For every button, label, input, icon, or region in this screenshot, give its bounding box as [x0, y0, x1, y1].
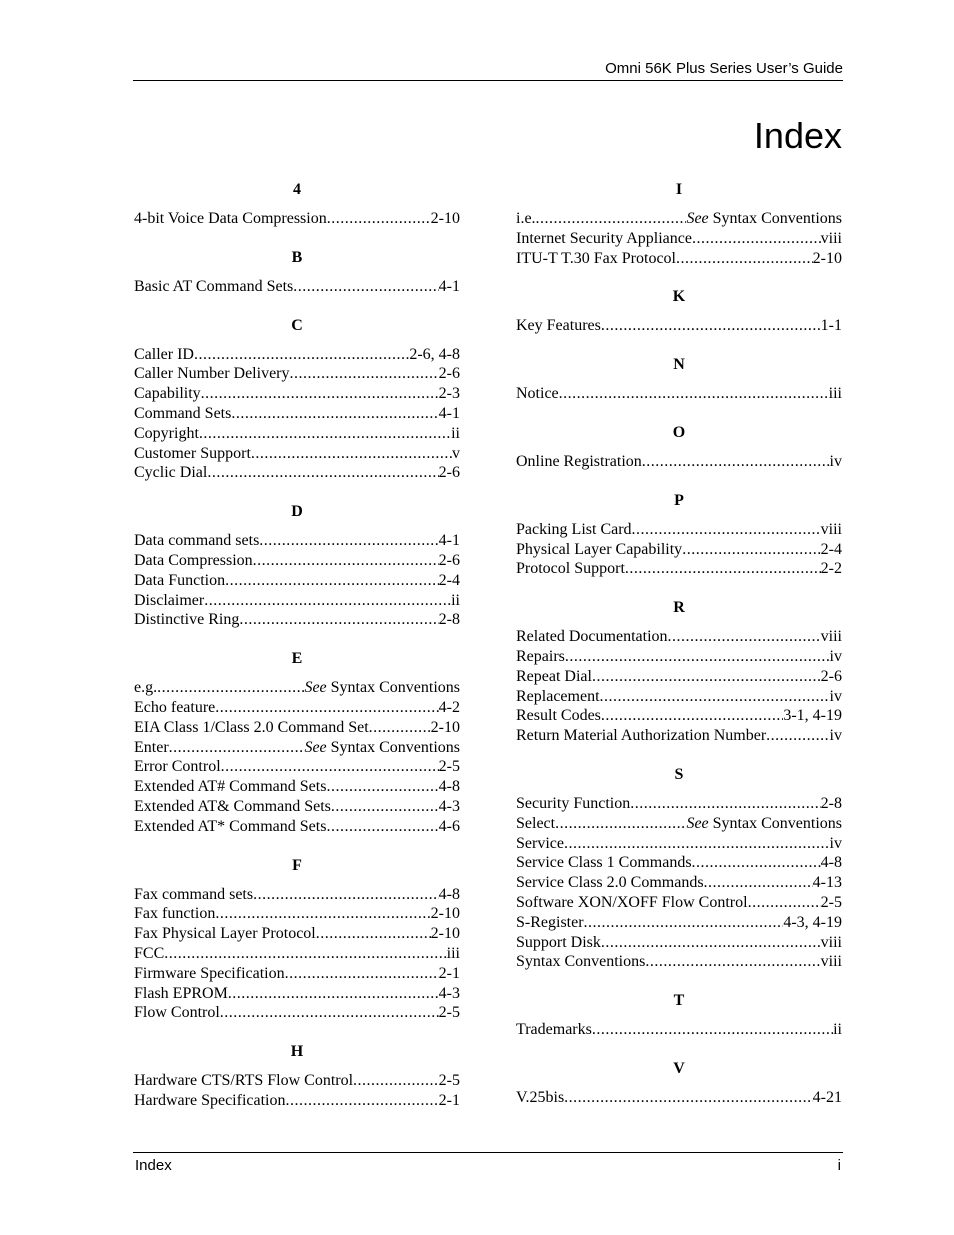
index-page-number: 2-6 — [438, 551, 460, 569]
dot-leader — [259, 531, 438, 551]
index-entry — [134, 1071, 460, 1091]
index-entry — [516, 893, 842, 913]
index-entry — [134, 277, 460, 297]
index-entry — [134, 404, 460, 424]
index-section — [516, 991, 842, 1040]
index-page-number: 2-3 — [438, 385, 460, 403]
dot-leader — [253, 885, 439, 905]
index-term: Select — [516, 814, 556, 832]
index-term: Extended AT* Command Sets — [134, 817, 327, 835]
index-entry — [134, 345, 460, 365]
dot-leader — [601, 316, 821, 336]
index-term: Physical Layer Capability — [516, 540, 683, 558]
index-letter-heading: K — [672, 288, 686, 306]
dot-leader — [207, 463, 438, 483]
index-entry — [516, 520, 842, 540]
index-letter-heading: C — [291, 316, 303, 334]
index-entry — [134, 738, 460, 758]
index-entry — [516, 834, 842, 854]
dot-leader — [199, 424, 451, 444]
dot-leader — [592, 1020, 833, 1040]
index-term: Firmware Specification — [134, 964, 285, 982]
dot-leader — [632, 520, 821, 540]
index-page-number: v — [452, 444, 460, 462]
guide-title: Omni 56K Plus Series User’s Guide — [605, 60, 843, 77]
dot-leader — [164, 944, 446, 964]
index-entry — [516, 667, 842, 687]
index-entry — [516, 627, 842, 647]
index-entry — [134, 551, 460, 571]
index-page-number: iv — [829, 727, 842, 745]
index-term: Extended AT# Command Sets — [134, 778, 327, 796]
index-page-number: 1-1 — [820, 317, 842, 335]
index-page-number: 2-1 — [438, 964, 460, 982]
index-letter-heading: S — [674, 765, 684, 783]
index-term: Repeat Dial — [516, 667, 592, 685]
dot-leader — [251, 444, 452, 464]
dot-leader — [285, 964, 439, 984]
index-term: EIA Class 1/Class 2.0 Command Set — [134, 718, 369, 736]
footer-section-name: Index — [135, 1157, 172, 1174]
dot-leader — [201, 384, 439, 404]
index-letter-heading: H — [290, 1043, 304, 1061]
index-entry — [516, 687, 842, 707]
index-section — [516, 491, 842, 579]
index-page-number: viii — [820, 229, 842, 247]
dot-leader — [601, 706, 783, 726]
index-page-number: 4-13 — [812, 874, 842, 892]
index-section — [516, 423, 842, 472]
index-term: Echo feature — [134, 698, 216, 716]
index-page-number: 2-1 — [438, 1091, 460, 1109]
index-term: Hardware Specification — [134, 1091, 286, 1109]
index-term: Service Class 1 Commands — [516, 854, 692, 872]
dot-leader — [157, 678, 304, 698]
index-entry — [134, 384, 460, 404]
index-entry — [134, 531, 460, 551]
index-term: Trademarks — [516, 1021, 592, 1039]
index-entry — [134, 1091, 460, 1111]
index-entry — [516, 647, 842, 667]
index-section — [134, 502, 460, 630]
dot-leader — [316, 924, 431, 944]
index-section — [134, 1042, 460, 1111]
index-page-number: 4-2 — [438, 698, 460, 716]
index-letter-heading: V — [673, 1059, 685, 1077]
index-entry — [516, 794, 842, 814]
index-letter-heading: F — [292, 856, 302, 874]
index-term: Caller ID — [134, 345, 194, 363]
index-page-number: 2-4 — [820, 540, 842, 558]
index-term: Result Codes — [516, 707, 601, 725]
dot-leader — [215, 698, 438, 718]
index-entry — [516, 1020, 842, 1040]
dot-leader — [290, 364, 439, 384]
index-letter-heading: N — [673, 356, 685, 374]
see-word: See — [686, 210, 709, 227]
index-term: ITU-T T.30 Fax Protocol — [516, 249, 676, 267]
index-entry — [134, 964, 460, 984]
dot-leader — [692, 229, 821, 249]
index-entry — [134, 209, 460, 229]
index-letter-heading: O — [672, 423, 686, 441]
index-term: FCC — [134, 944, 165, 962]
index-page-number: 2-5 — [438, 1072, 460, 1090]
index-section — [134, 316, 460, 484]
page-footer — [133, 1152, 843, 1176]
index-term: Basic AT Command Sets — [134, 277, 294, 295]
index-section — [516, 598, 842, 746]
index-section — [516, 287, 842, 336]
index-entry — [134, 610, 460, 630]
index-term: Fax command sets — [134, 885, 254, 903]
dot-leader — [327, 209, 431, 229]
index-entry — [134, 817, 460, 837]
index-page-number: ii — [451, 591, 460, 609]
index-term: Command Sets — [134, 404, 232, 422]
index-page-number: 2-8 — [820, 794, 842, 812]
index-term: Error Control — [134, 758, 221, 776]
index-letter-heading: E — [291, 650, 303, 668]
index-entry — [134, 718, 460, 738]
index-term: Notice — [516, 385, 559, 403]
index-page-number: 4-1 — [438, 532, 460, 550]
index-entry — [516, 873, 842, 893]
index-term: Security Function — [516, 794, 631, 812]
index-entry — [134, 885, 460, 905]
index-entry — [134, 463, 460, 483]
index-term: Service Class 2.0 Commands — [516, 874, 704, 892]
index-see-reference — [686, 209, 842, 229]
dot-leader — [194, 345, 409, 365]
dot-leader — [642, 452, 830, 472]
index-page-number: 4-6 — [438, 817, 460, 835]
dot-leader — [766, 726, 829, 746]
dot-leader — [630, 794, 820, 814]
index-term: Extended AT& Command Sets — [134, 797, 331, 815]
index-term: Internet Security Appliance — [516, 229, 692, 247]
index-section — [516, 765, 842, 972]
dot-leader — [704, 873, 813, 893]
index-page-number: 2-10 — [430, 210, 460, 227]
index-page-number: 4-8 — [820, 854, 842, 872]
index-entry — [134, 364, 460, 384]
index-entry — [134, 777, 460, 797]
index-term: Copyright — [134, 424, 199, 442]
index-term: Repairs — [516, 647, 565, 665]
index-entry — [516, 249, 842, 269]
dot-leader — [748, 893, 821, 913]
index-page-number: iii — [446, 944, 460, 962]
index-entry — [134, 757, 460, 777]
index-entry — [134, 698, 460, 718]
index-term: Data Compression — [134, 551, 253, 569]
index-page-number: 2-6, 4-8 — [409, 345, 460, 363]
dot-leader — [600, 687, 830, 707]
index-letter-heading: T — [673, 992, 685, 1010]
index-term: S-Register — [516, 913, 584, 931]
index-letter-heading: B — [291, 248, 303, 266]
index-entry — [134, 678, 460, 698]
index-entry — [516, 209, 842, 229]
index-term: Customer Support — [134, 444, 251, 462]
index-page-number: 4-3, 4-19 — [783, 913, 842, 931]
index-entry — [516, 952, 842, 972]
index-term: Cyclic Dial — [134, 464, 208, 482]
index-section — [516, 1059, 842, 1108]
index-entry — [134, 984, 460, 1004]
dot-leader — [331, 797, 439, 817]
index-page-number: 2-6 — [438, 464, 460, 482]
index-entry — [134, 444, 460, 464]
see-target: Syntax Conventions — [330, 679, 460, 697]
index-section — [134, 856, 460, 1024]
dot-leader — [169, 738, 305, 758]
dot-leader — [239, 610, 438, 630]
index-term: Fax Physical Layer Protocol — [134, 925, 316, 943]
dot-leader — [253, 551, 439, 571]
see-target: Syntax Conventions — [712, 210, 842, 227]
index-letter-heading: 4 — [293, 181, 301, 198]
dot-leader — [676, 249, 813, 269]
dot-leader — [215, 904, 430, 924]
index-page-number: iv — [829, 687, 842, 705]
index-page-number: 4-1 — [438, 277, 460, 295]
index-term: Protocol Support — [516, 560, 625, 578]
index-term: Fax function — [134, 905, 216, 923]
index-term: Data Function — [134, 571, 226, 589]
dot-leader — [601, 933, 821, 953]
index-term: Flow Control — [134, 1004, 220, 1022]
index-term: Capability — [134, 385, 201, 403]
index-entry — [516, 559, 842, 579]
index-entry — [134, 424, 460, 444]
index-term: Enter — [134, 738, 169, 756]
index-see-reference — [304, 738, 460, 758]
dot-leader — [221, 757, 439, 777]
index-page-number: 2-2 — [820, 560, 842, 578]
index-page-number: 2-6 — [438, 365, 460, 383]
dot-leader — [564, 1088, 813, 1108]
index-entry — [134, 1003, 460, 1023]
index-section — [134, 180, 460, 229]
index-column-left — [134, 180, 460, 1130]
index-column-right — [516, 180, 842, 1127]
dot-leader — [231, 404, 438, 424]
index-page-number: ii — [451, 424, 460, 442]
index-page-number: 4-1 — [438, 404, 460, 422]
dot-leader — [555, 814, 686, 834]
index-page-number: iv — [829, 452, 842, 470]
index-page-number: 2-10 — [430, 905, 460, 923]
footer-page-number: i — [837, 1157, 841, 1174]
index-term: Distinctive Ring — [134, 611, 240, 629]
dot-leader — [326, 817, 438, 837]
see-target: Syntax Conventions — [712, 814, 842, 832]
dot-leader — [645, 952, 820, 972]
dot-leader — [668, 627, 821, 647]
index-page-number: 4-21 — [812, 1088, 842, 1106]
dot-leader — [564, 834, 830, 854]
index-term: Service — [516, 834, 564, 852]
index-entry — [516, 316, 842, 336]
index-page-number: iii — [828, 385, 842, 403]
index-term: Replacement — [516, 687, 600, 705]
index-term: e.g. — [134, 679, 158, 697]
index-entry — [516, 933, 842, 953]
index-entry — [134, 797, 460, 817]
page-title: Index — [753, 115, 842, 156]
index-term: Flash EPROM — [134, 984, 228, 1002]
index-see-reference — [304, 678, 460, 698]
index-page-number: 2-6 — [820, 667, 842, 685]
page-header — [133, 58, 843, 81]
index-term: i.e. — [516, 210, 536, 227]
index-entry — [516, 706, 842, 726]
index-term: Packing List Card — [516, 520, 632, 538]
index-page-number: 4-3 — [438, 797, 460, 815]
index-page-number: 4-3 — [438, 984, 460, 1002]
see-target: Syntax Conventions — [330, 738, 460, 756]
dot-leader — [228, 984, 439, 1004]
index-term: V.25bis — [516, 1088, 565, 1106]
index-term: Caller Number Delivery — [134, 365, 290, 383]
dot-leader — [625, 559, 821, 579]
index-see-reference — [686, 814, 842, 834]
see-word: See — [686, 814, 709, 832]
dot-leader — [565, 647, 830, 667]
index-letter-heading: D — [291, 503, 303, 521]
index-entry — [134, 591, 460, 611]
see-word: See — [304, 679, 327, 697]
index-letter-heading: R — [673, 599, 685, 617]
index-page-number: ii — [833, 1021, 842, 1039]
dot-leader — [204, 591, 451, 611]
dot-leader — [692, 853, 821, 873]
index-page-number: viii — [820, 933, 842, 951]
see-word: See — [304, 738, 327, 756]
dot-leader — [225, 571, 439, 591]
index-letter-heading: P — [674, 491, 684, 509]
index-page-number: viii — [820, 628, 842, 646]
dot-leader — [536, 209, 687, 229]
index-entry — [516, 384, 842, 404]
index-page-number: 4-8 — [438, 778, 460, 796]
index-term: Related Documentation — [516, 628, 668, 646]
dot-leader — [326, 777, 438, 797]
index-page-number: 2-10 — [430, 718, 460, 736]
dot-leader — [682, 540, 820, 560]
index-term: Online Registration — [516, 452, 642, 470]
index-letter-heading: I — [675, 181, 683, 198]
index-page-number: viii — [820, 953, 842, 971]
index-term: Disclaimer — [134, 591, 205, 609]
index-entry — [516, 452, 842, 472]
index-term: 4-bit Voice Data Compression — [134, 210, 327, 227]
index-term: Syntax Conventions — [516, 953, 646, 971]
index-entry — [516, 1088, 842, 1108]
index-entry — [516, 913, 842, 933]
index-entry — [134, 924, 460, 944]
dot-leader — [220, 1003, 439, 1023]
dot-leader — [353, 1071, 439, 1091]
index-term: Data command sets — [134, 532, 260, 550]
index-section — [516, 180, 842, 268]
index-page-number: 2-5 — [438, 758, 460, 776]
index-entry — [134, 944, 460, 964]
dot-leader — [285, 1091, 438, 1111]
index-entry — [516, 726, 842, 746]
dot-leader — [592, 667, 821, 687]
dot-leader — [369, 718, 431, 738]
index-section — [134, 248, 460, 297]
index-page-number: 3-1, 4-19 — [783, 707, 842, 725]
index-entry — [516, 853, 842, 873]
index-entry — [134, 904, 460, 924]
index-page-number: 2-8 — [438, 611, 460, 629]
index-entry — [134, 571, 460, 591]
index-page-number: 2-10 — [430, 925, 460, 943]
index-page-number: 4-8 — [438, 885, 460, 903]
dot-leader — [559, 384, 829, 404]
index-term: Return Material Authorization Number — [516, 727, 767, 745]
index-entry — [516, 229, 842, 249]
index-term: Software XON/XOFF Flow Control — [516, 893, 748, 911]
index-page-number: iv — [829, 834, 842, 852]
index-page-number: 2-4 — [438, 571, 460, 589]
dot-leader — [584, 913, 784, 933]
index-page-number: viii — [820, 520, 842, 538]
index-section — [516, 355, 842, 404]
index-term: Key Features — [516, 317, 601, 335]
index-page-number: 2-10 — [812, 249, 842, 267]
index-term: Hardware CTS/RTS Flow Control — [134, 1072, 354, 1090]
index-entry — [516, 814, 842, 834]
index-entry — [516, 540, 842, 560]
index-term: Support Disk — [516, 933, 601, 951]
index-page-number: 2-5 — [438, 1004, 460, 1022]
index-page-number: 2-5 — [820, 893, 842, 911]
index-page-number: iv — [829, 647, 842, 665]
dot-leader — [293, 277, 438, 297]
index-section — [134, 649, 460, 836]
